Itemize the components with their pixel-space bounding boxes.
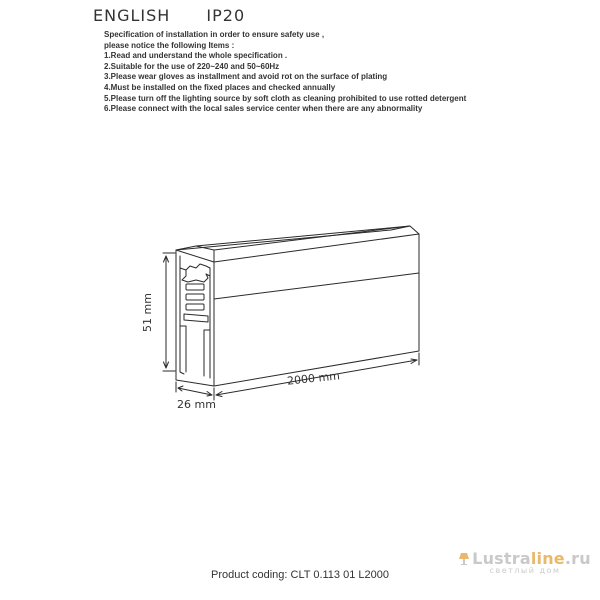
watermark-brand-main: Lustra [472,549,531,568]
lamp-icon [459,553,469,565]
watermark-brand-accent: line [530,549,565,568]
instruction-line: 6.Please connect with the local sales service center when there are any abnormality [104,104,423,114]
instruction-line: 5.Please turn off the lighting source by soft cloth as cleaning prohibited to use rotted detergent [104,93,467,103]
instruction-line: 1.Read and understand the whole specification . [104,51,288,61]
instruction-line: 2.Suitable for the use of 220~240 and 50~60Hz [104,61,280,71]
instruction-line: 3.Please wear gloves as installment and avoid rot on the surface of plating [104,72,388,82]
watermark-tagline: светлый дом [489,566,561,575]
height-dimension-label: 51 mm [140,293,154,332]
product-coding: Product coding: CLT 0.113 01 L2000 [211,569,389,581]
instruction-line: Specification of installation in order to ensure safety use , [104,30,325,39]
length-dimension-label: 2000 mm [286,369,341,388]
language-title: ENGLISH [93,6,171,25]
ip-rating: IP20 [206,6,246,25]
watermark-brand-suffix: .ru [564,549,591,568]
height-dimension-line [163,253,175,371]
instruction-line: 4.Must be installed on the fixed places and checked annually [104,82,336,92]
instruction-line: please notice the following Items : [104,40,235,50]
width-dimension-line [176,382,214,398]
rail-end-profile [176,250,214,386]
width-dimension-label: 26 mm [177,398,216,411]
rail-side-face [214,234,419,386]
